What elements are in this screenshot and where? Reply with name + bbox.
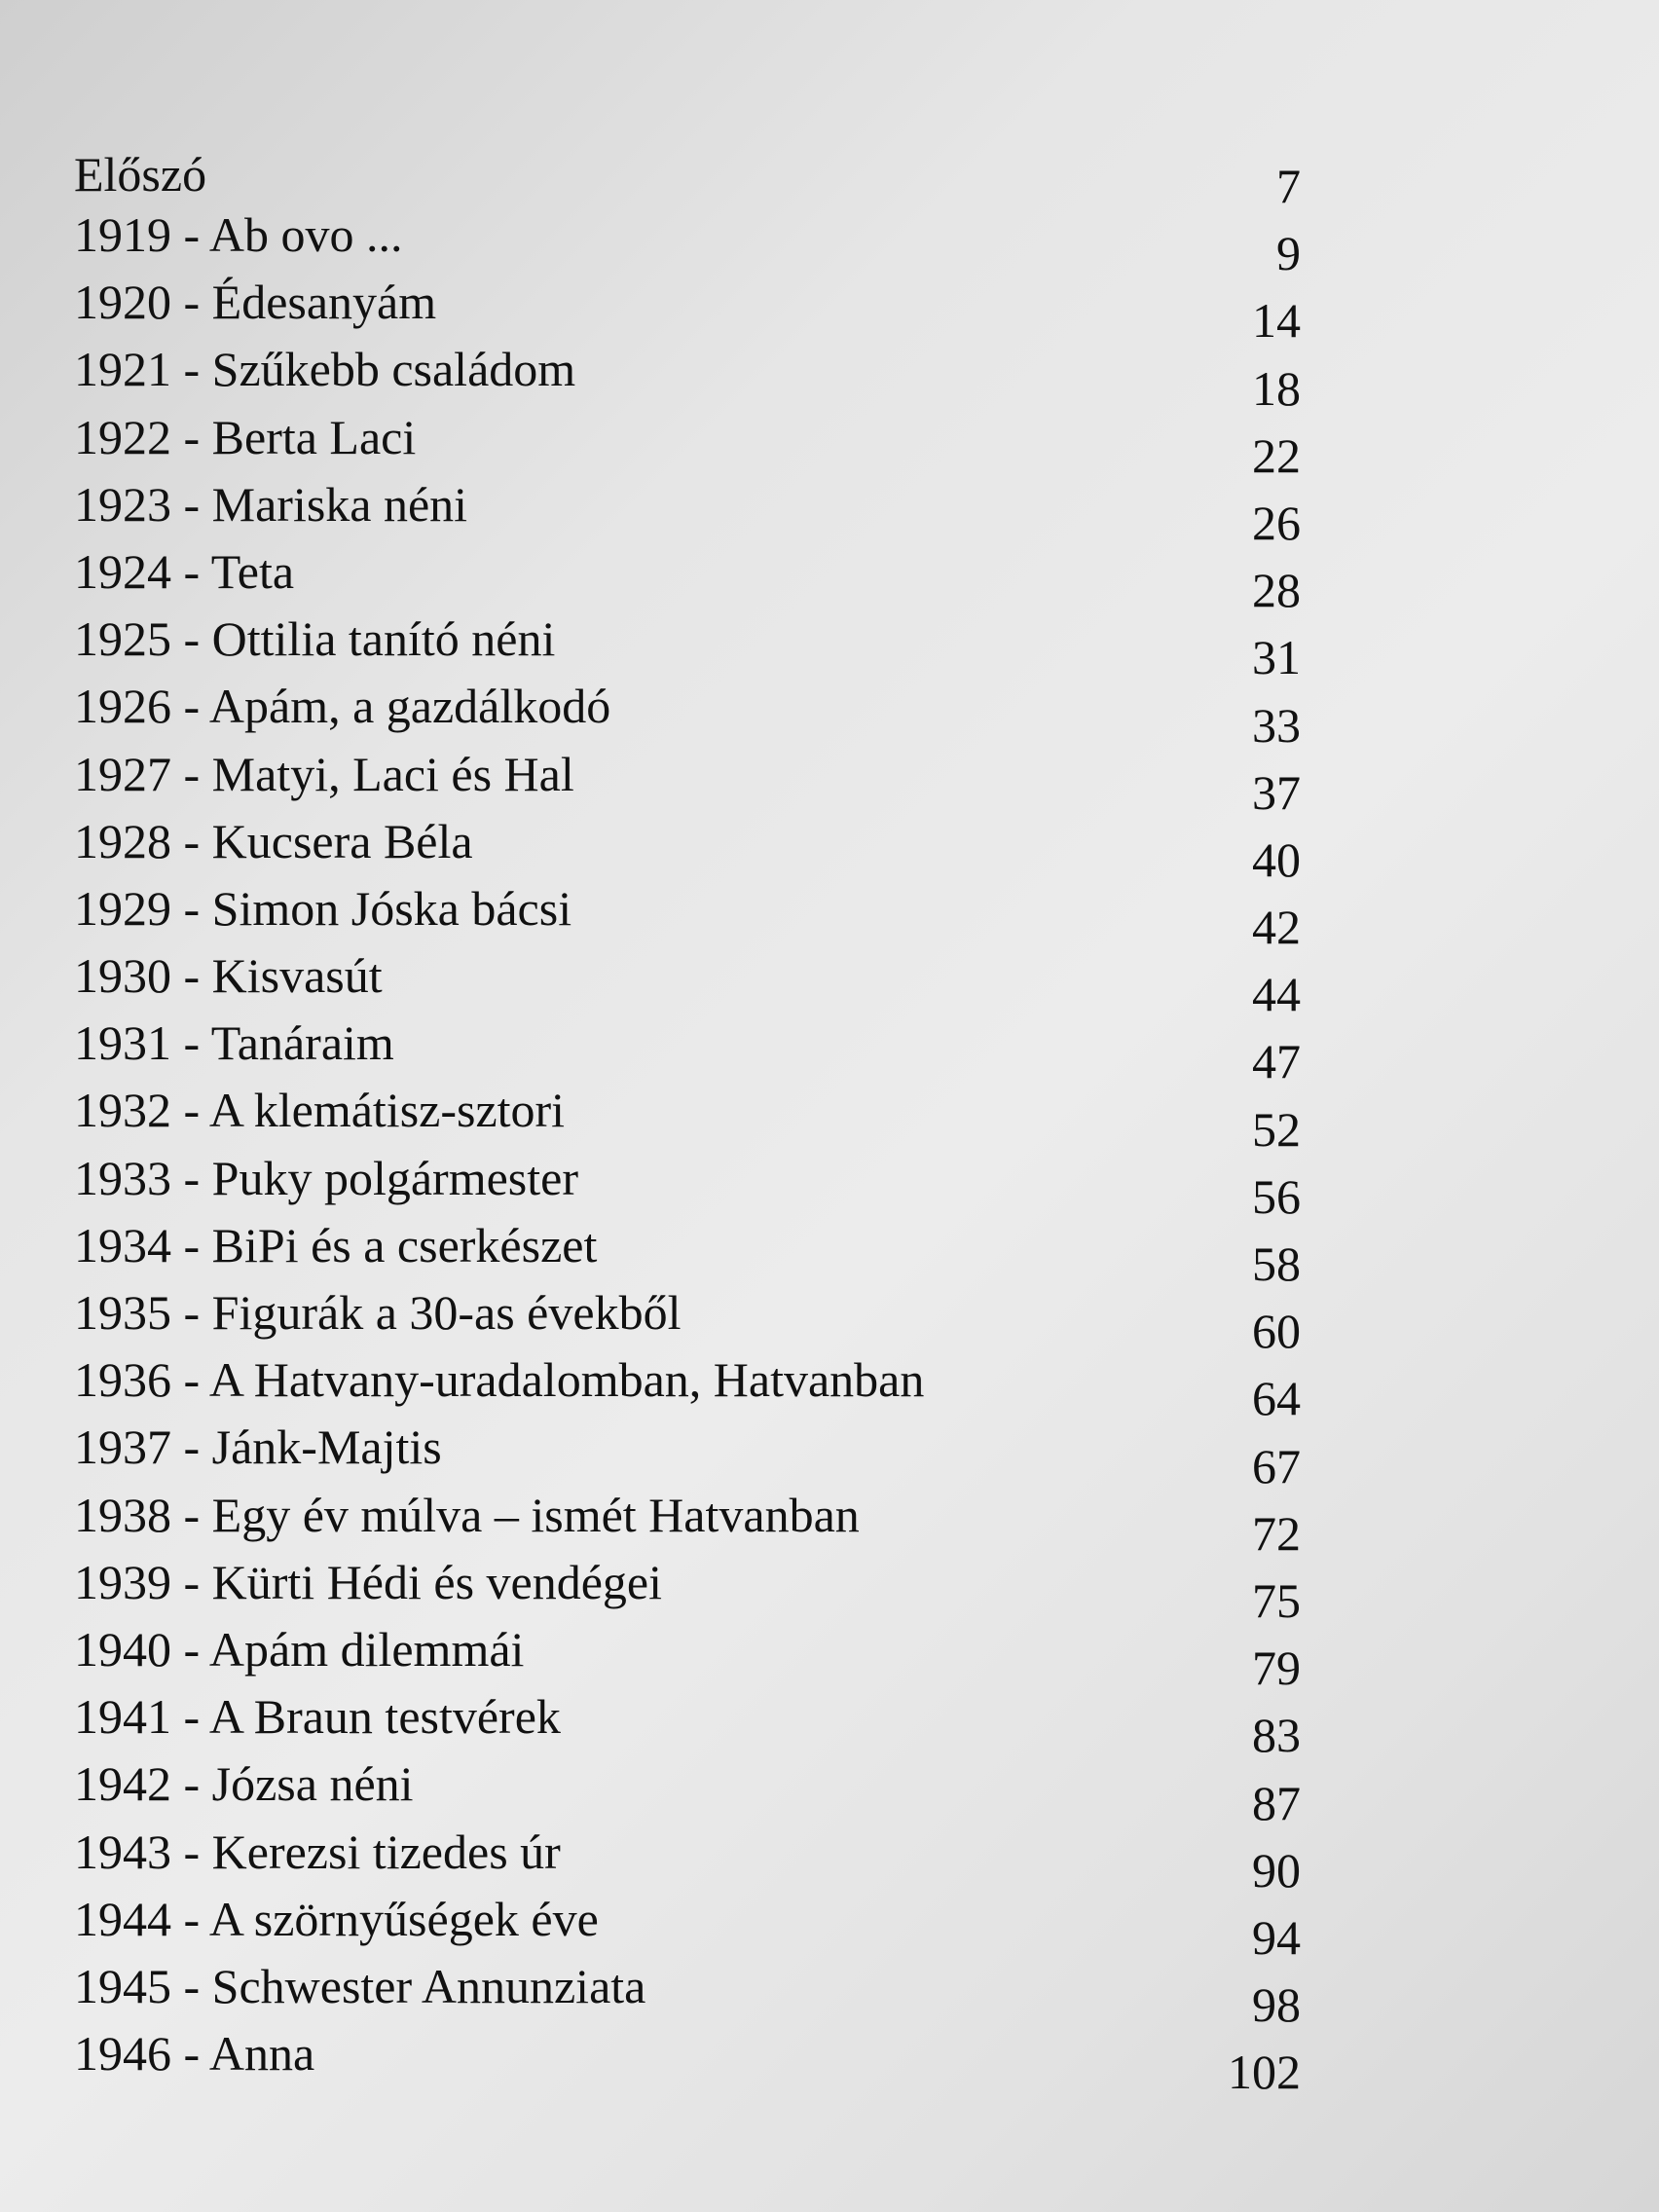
toc-entry-label: 1939 - Kürti Hédi és vendégei [74,1554,663,1609]
toc-entry-page: 28 [1252,563,1301,618]
table-of-contents [74,144,1301,2110]
toc-entry-page: 40 [1252,831,1301,887]
toc-entry-page: 7 [1276,159,1301,213]
toc-entry-page: 52 [1252,1101,1301,1157]
toc-entry-page: 33 [1252,697,1301,753]
toc-entry-page: 18 [1252,360,1301,416]
toc-entry-label: 1944 - A szörnyűségek éve [74,1891,599,1946]
toc-entry-label: 1927 - Matyi, Laci és Hal [74,746,574,801]
toc-entry-page: 64 [1252,1371,1301,1426]
toc-entry-label: 1937 - Jánk-Majtis [74,1419,442,1475]
toc-entry-label: 1925 - Ottilia tanító néni [74,611,556,667]
toc-entry-page: 42 [1252,900,1301,955]
toc-entry-page: 72 [1252,1505,1301,1561]
toc-entry-page: 87 [1252,1775,1301,1830]
toc-entry-page: 60 [1252,1304,1301,1359]
toc-entry-label: 1938 - Egy év múlva – ismét Hatvanban [74,1487,860,1542]
toc-entry-label: 1935 - Figurák a 30-as évekből [74,1285,682,1340]
toc-entry-label: 1945 - Schwester Annunziata [74,1958,646,2013]
toc-entry-label: 1946 - Anna [74,2026,315,2082]
toc-entry-page: 47 [1252,1034,1301,1089]
toc-entry-page: 79 [1252,1641,1301,1696]
toc-title: Előszó [74,147,207,202]
toc-entry-label: 1921 - Szűkebb családom [74,342,576,397]
toc-entry-label: 1928 - Kucsera Béla [74,813,473,868]
toc-entry-page: 37 [1252,764,1301,820]
toc-entry-label: 1926 - Apám, a gazdálkodó [74,679,611,734]
toc-entry-label: 1930 - Kisvasút [74,948,383,1004]
toc-entry-label: 1940 - Apám dilemmái [74,1621,525,1677]
toc-entry-label: 1936 - A Hatvany-uradalomban, Hatvanban [74,1352,925,1408]
toc-entry-page: 58 [1252,1236,1301,1291]
toc-entry-page: 75 [1252,1572,1301,1628]
toc-entry-label: 1942 - Józsa néni [74,1756,414,1812]
toc-entry-page: 44 [1252,967,1301,1022]
toc-entry-label: 1941 - A Braun testvérek [74,1689,561,1745]
toc-entry-label: 1919 - Ab ovo ... [74,207,403,262]
toc-entry-label: 1924 - Teta [74,543,295,599]
toc-entry-page: 83 [1252,1708,1301,1763]
toc-entry-label: 1934 - BiPi és a cserkészet [74,1217,598,1272]
toc-entry-label: 1931 - Tanáraim [74,1015,394,1071]
toc-entry-label: 1922 - Berta Laci [74,409,417,464]
toc-entry-page: 94 [1252,1909,1301,1965]
toc-entry-page: 90 [1252,1842,1301,1898]
toc-entry-label: 1920 - Édesanyám [74,275,437,330]
toc-entry-page: 26 [1252,495,1301,550]
toc-entry-page: 22 [1252,427,1301,483]
toc-entry-label: 1923 - Mariska néni [74,476,468,532]
toc-entry-page: 56 [1252,1168,1301,1224]
toc-entry-label: 1943 - Kerezsi tizedes úr [74,1824,561,1879]
toc-entry-label: 1933 - Puky polgármester [74,1150,578,1205]
toc-entry-page: 9 [1276,226,1301,281]
toc-entry-page: 67 [1252,1438,1301,1493]
toc-entry-page: 98 [1252,1977,1301,2033]
toc-entry-page: 102 [1228,2045,1301,2100]
toc-entry-label: 1929 - Simon Jóska bácsi [74,880,572,936]
toc-entry-label: 1932 - A klemátisz-sztori [74,1083,566,1138]
toc-entry-page: 14 [1252,293,1301,349]
toc-entry-page: 31 [1252,630,1301,685]
